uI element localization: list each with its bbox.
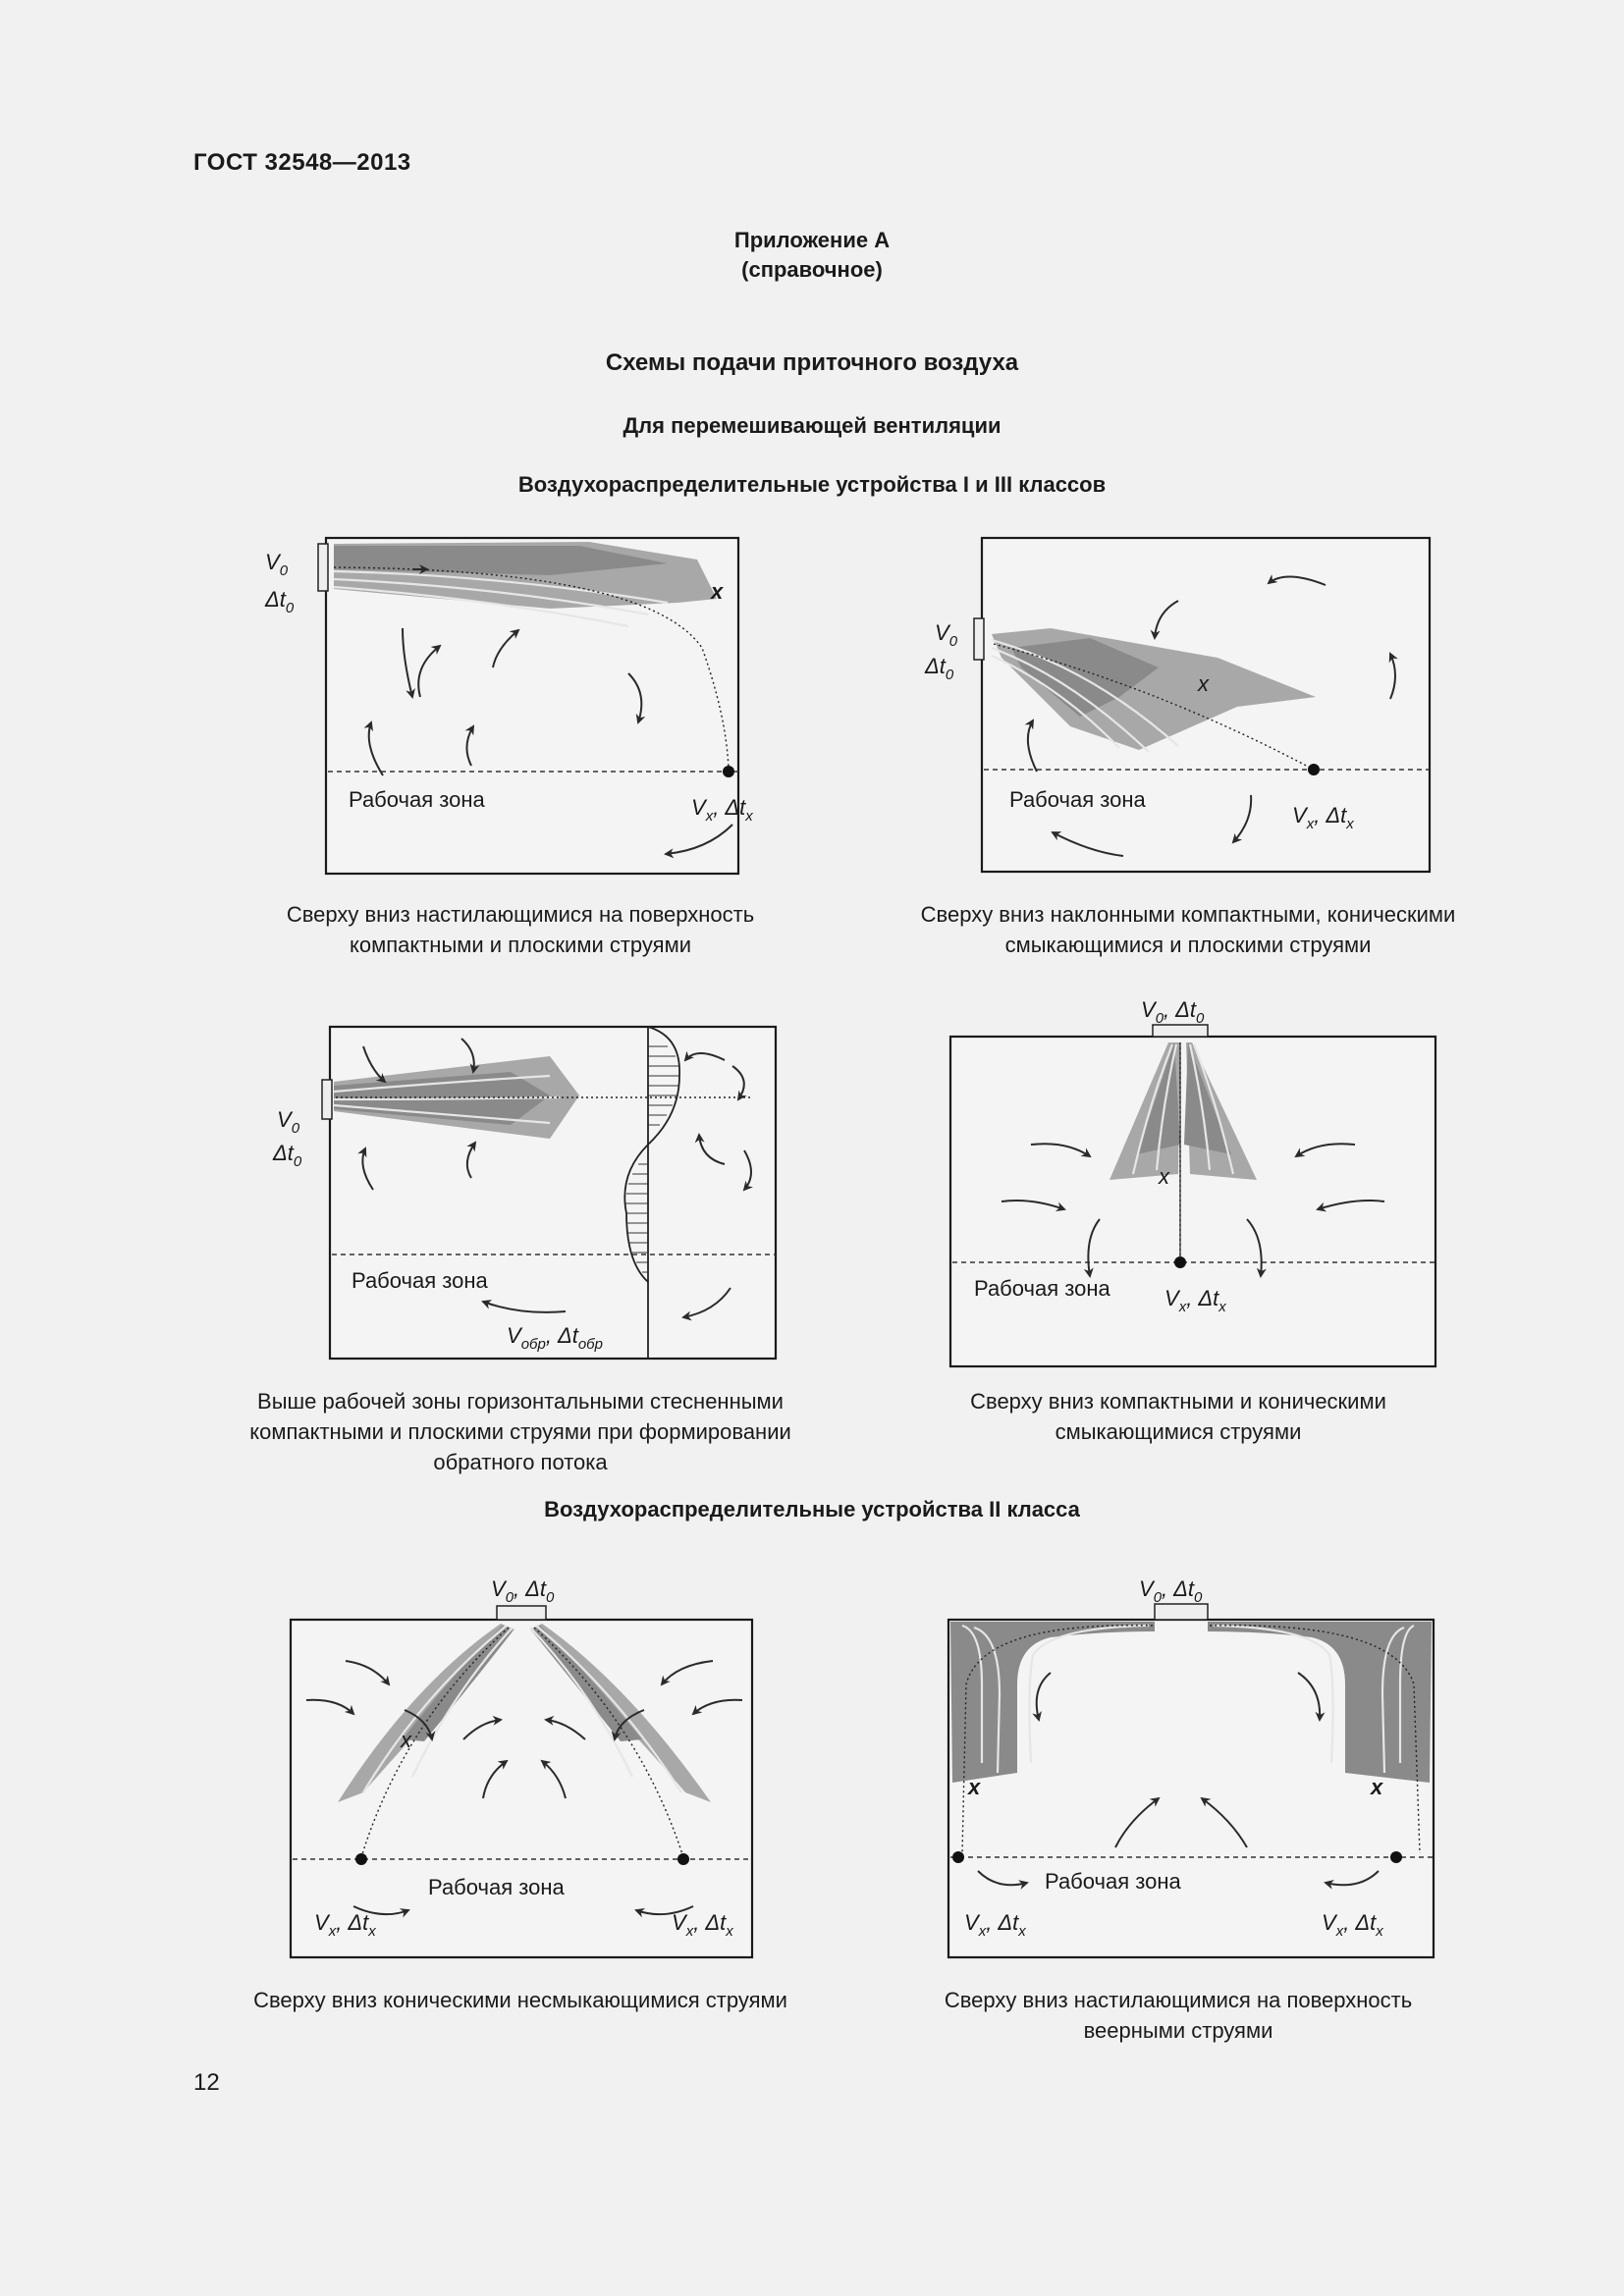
diffuser	[974, 618, 984, 660]
measure-point	[952, 1851, 964, 1863]
appendix-type: (справочное)	[741, 257, 883, 282]
svg-text:Δt0: $\Delta t_0$	[925, 654, 954, 683]
diffuser	[1155, 1604, 1208, 1620]
svg-text:Vx,Δtx: $V_x$, $\Delta t_x$	[314, 1910, 376, 1940]
svg-text:V0: $V_0$	[265, 550, 289, 579]
appendix-label: Приложение А	[733, 228, 891, 252]
work-zone-label: Рабочая зона	[1045, 1869, 1181, 1894]
figure-1-caption: Сверху вниз настилающимися на поверхность компактными и плоскими струями	[286, 902, 755, 957]
svg-text:Δt0: $\Delta t_0$	[273, 1141, 302, 1170]
measure-point	[355, 1853, 367, 1865]
page-number: 12	[193, 2069, 220, 2096]
svg-text:Vx,Δtx: $V_x$, $\Delta t_x$	[964, 1910, 1026, 1940]
svg-text:x: x	[1198, 671, 1209, 696]
figure-3-caption: Выше рабочей зоны горизонтальными стесненными компактными и плоскими струями при формировании обратного потока	[249, 1389, 791, 1474]
figure-6-caption: Сверху вниз настилающимися на поверхность веерными струями	[944, 1988, 1413, 2043]
standard-number: ГОСТ 32548—2013	[193, 149, 411, 176]
figure-5-diagram	[255, 1567, 805, 1969]
svg-text:Vx,Δtx: $V_x$, $\Delta t_x$	[1164, 1286, 1226, 1315]
svg-text:x: x	[1159, 1164, 1169, 1189]
measure-point	[1390, 1851, 1402, 1863]
svg-text:V0: $V_0$	[935, 620, 958, 650]
figure-5-caption: Сверху вниз коническими несмыкающимися струями	[253, 1988, 787, 2012]
work-zone-label: Рабочая зона	[428, 1875, 565, 1899]
diffuser	[322, 1080, 332, 1119]
work-zone-label: Рабочая зона	[1009, 787, 1146, 812]
work-zone-label: Рабочая зона	[349, 787, 485, 812]
figure-4-caption: Сверху вниз компактными и коническими смыкающимися струями	[970, 1389, 1386, 1444]
work-zone-label: Рабочая зона	[974, 1276, 1110, 1301]
svg-text:Vx,Δtx: $V_x$, $\Delta t_x$	[1322, 1910, 1383, 1940]
svg-text:V0,Δt0: $V_0$, $\Delta t_0$	[491, 1576, 555, 1606]
svg-text:Vx,Δtx: $V_x$, $\Delta t_x$	[672, 1910, 733, 1940]
svg-text:Vx,Δtx: $V_x$, $\Delta t_x$	[691, 795, 753, 825]
section-heading-classes-1-3: Воздухораспределительные устройства I и III классов	[517, 472, 1107, 497]
diffuser	[497, 1606, 546, 1620]
measure-point	[677, 1853, 689, 1865]
section-heading-class-2: Воздухораспределительные устройства II класса	[544, 1497, 1080, 1522]
measure-point	[1308, 764, 1320, 775]
measure-point	[1174, 1256, 1186, 1268]
svg-text:Vx,Δtx: $V_x$, $\Delta t_x$	[1292, 803, 1354, 832]
svg-text:x: x	[968, 1775, 981, 1799]
svg-text:Vобр,Δtобр: $V_{обр}$, $\Delta t_{обр}$	[507, 1323, 603, 1353]
page-subtitle: Для перемешивающей вентиляции	[623, 413, 1001, 438]
figure-3-diagram	[255, 1017, 805, 1370]
measure-point	[723, 766, 734, 777]
svg-text:V0,Δt0: $V_0$, $\Delta t_0$	[1139, 1576, 1203, 1606]
svg-text:V0: $V_0$	[277, 1107, 300, 1137]
svg-text:x: x	[401, 1728, 411, 1752]
work-zone-label: Рабочая зона	[352, 1268, 488, 1293]
svg-text:V0,Δt0: $V_0$, $\Delta t_0$	[1141, 997, 1205, 1027]
figure-6-diagram	[923, 1567, 1453, 1969]
figure-2-diagram	[923, 530, 1453, 883]
figure-1-diagram	[255, 530, 805, 883]
page-title: Схемы подачи приточного воздуха	[605, 349, 1019, 376]
svg-text:x: x	[711, 579, 724, 604]
figure-2-caption: Сверху вниз наклонными компактными, коническими смыкающимися и плоскими струями	[920, 902, 1456, 957]
svg-text:x: x	[1371, 1775, 1383, 1799]
figure-4-diagram	[923, 988, 1453, 1380]
diffuser	[318, 544, 328, 591]
svg-text:Δt0: $\Delta t_0$	[265, 587, 295, 616]
